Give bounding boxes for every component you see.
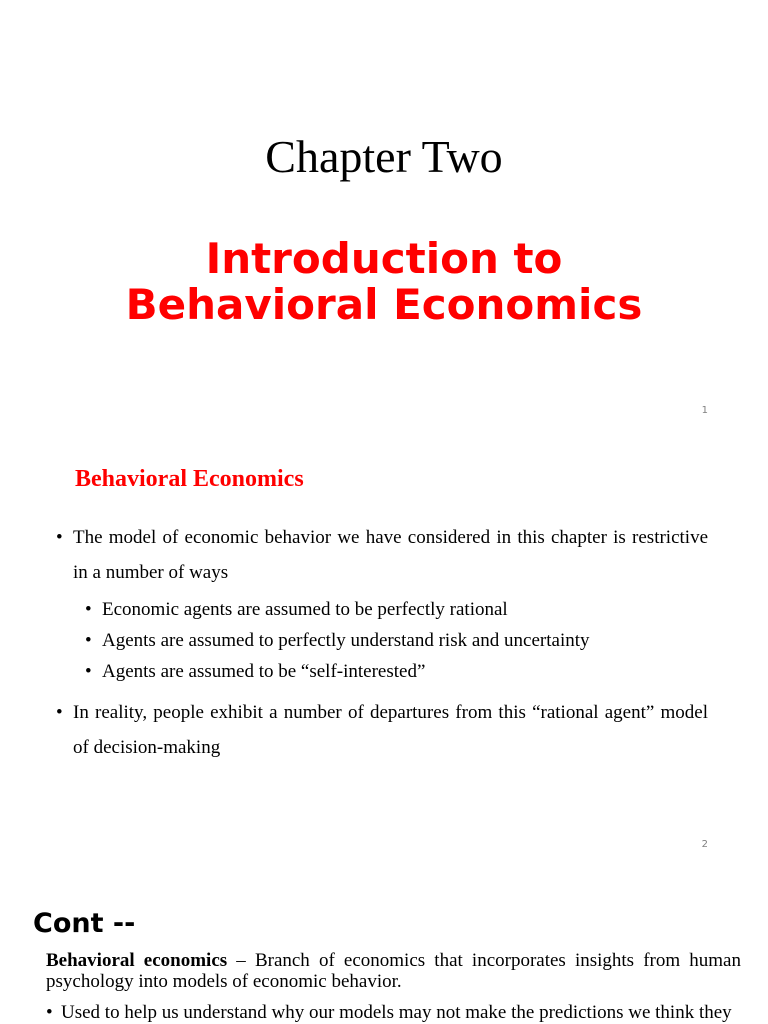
bullet-item: • In reality, people exhibit a number of departures from this “rational agent” model of decision-making: [56, 695, 708, 765]
usage-bullet: • Used to help us understand why our models may not make the predictions we think they: [46, 1002, 741, 1024]
bullet-item: • The model of economic behavior we have considered in this chapter is restrictive in a number of ways: [56, 520, 708, 590]
slide-2: [0, 432, 768, 864]
chapter-subtitle: [0, 236, 768, 328]
page-number: 1: [701, 405, 708, 416]
sub-bullet-item: • Economic agents are assumed to be perfectly rational: [85, 599, 708, 621]
bullet-list: [56, 520, 708, 765]
section-heading: Behavioral Economics: [75, 466, 304, 492]
sub-bullet-item: • Agents are assumed to perfectly understand risk and uncertainty: [85, 630, 708, 652]
definition-text: – Branch of economics that incorporates insights from human psychology into models of economic behavior.: [46, 950, 741, 992]
page-number: 2: [701, 839, 708, 850]
defined-term: Behavioral economics: [46, 950, 228, 971]
subtitle-line-1: Introduction to: [205, 234, 563, 283]
slide-1: [0, 0, 768, 432]
slide-3: [0, 864, 768, 1024]
chapter-title: Chapter Two: [265, 131, 503, 182]
definition-paragraph: [46, 950, 741, 992]
sub-bullet-item: • Agents are assumed to be “self-interested”: [85, 661, 708, 683]
subtitle-line-2: Behavioral Economics: [125, 280, 643, 329]
cont-heading: Cont --: [33, 908, 136, 939]
